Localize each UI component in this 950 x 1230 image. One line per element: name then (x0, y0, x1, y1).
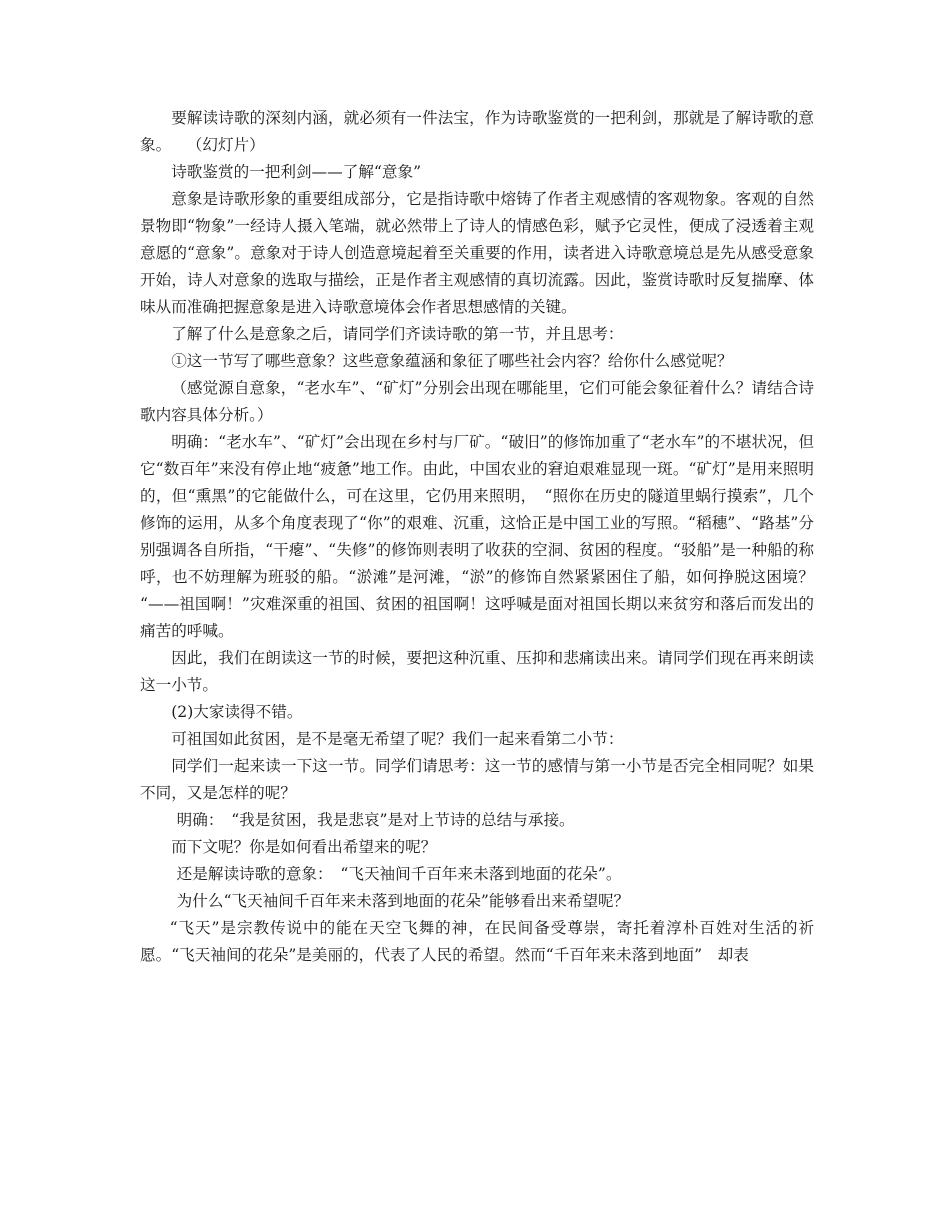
paragraph-image-flying-apsara: 还是解读诗歌的意象： “飞天袖间千百年来未落到地面的花朵”。 (176, 865, 622, 883)
paragraph-answer-1: 明确：“老水车”、“矿灯”会出现在乡村与厂矿。“破旧”的修饰加重了“老水车”的不堪状况，但它“数百年”来没有停止地“疲惫”地工作。由此，中国农业的窘迫艰难显现一斑。“矿灯”是用来照明的，但“熏黑”的它能做什么，可在这里，它仍用来照明， “照你在历史的隧道里蜗行摸索”，几个修饰的运用，从多个角度表现了“你”的艰难、沉重，这恰正是中国工业的写照。“稻穗”、“路基”分别强调各自所指，“干瘪”、“失修”的修饰则表明了收获的空洞、贫困的程度。“驳船”是一种船的称呼，也不妨理解为班驳的船。“淤滩”是河滩，“淤”的修饰自然紧紧困住了船，如何挣脱这困境？ “——祖国啊！”灾难深重的祖国、贫困的祖国啊！这呼喊是面对祖国长期以来贫穷和落后而发出的痛苦的呼喊。 (140, 433, 830, 640)
paragraph-reading-guidance: 因此，我们在朗读这一节的时候，要把这种沉重、压抑和悲痛读出来。请同学们现在再来朗读这一小节。 (140, 649, 814, 694)
paragraph-read-second-section: 同学们一起来读一下这一节。同学们请思考：这一节的感情与第一小节是否完全相同呢？如果不同，又是怎样的呢？ (140, 757, 814, 802)
paragraph-flying-apsara-explanation: “飞天”是宗教传说中的能在天空飞舞的神，在民间备受尊崇，寄托着淳朴百姓对生活的祈愿。“飞天袖间的花朵”是美丽的，代表了人民的希望。然而“千百年来未落到地面” 却表 (140, 919, 814, 964)
document-body (140, 105, 830, 969)
paragraph-question-1: ①这一节写了哪些意象？这些意象蕴涵和象征了哪些社会内容？给你什么感觉呢？ (171, 352, 733, 370)
paragraph-intro: 要解读诗歌的深刻内涵，就必须有一件法宝，作为诗歌鉴赏的一把利剑，那就是了解诗歌的意象。 （幻灯片） (140, 109, 814, 154)
paragraph-answer-2: 明确： “我是贫困，我是悲哀”是对上节诗的总结与承接。 (176, 811, 575, 829)
paragraph-hint: （感觉源自意象，“老水车”、“矿灯”分别会出现在哪能里，它们可能会象征着什么？请结合诗歌内容具体分析。） (140, 379, 814, 424)
paragraph-praise: (2)大家读得不错。 (171, 703, 303, 721)
paragraph-heading: 诗歌鉴赏的一把利剑——了解“意象” (171, 163, 422, 181)
paragraph-why-hope: 为什么“飞天袖间千百年来未落到地面的花朵”能够看出来希望呢？ (176, 892, 630, 910)
paragraph-transition: 可祖国如此贫困，是不是毫无希望了呢？我们一起来看第二小节： (171, 730, 624, 748)
paragraph-read-first-section: 了解了什么是意象之后，请同学们齐读诗歌的第一节，并且思考： (171, 325, 624, 343)
paragraph-question-2: 而下文呢？你是如何看出希望来的呢？ (171, 838, 437, 856)
paragraph-image-definition: 意象是诗歌形象的重要组成部分，它是指诗歌中熔铸了作者主观感情的客观物象。客观的自然景物即“物象”一经诗人摄入笔端，就必然带上了诗人的情感色彩，赋予它灵性，便成了浸透着主观意愿的“意象”。意象对于诗人创造意境起着至关重要的作用，读者进入诗歌意境总是先从感受意象开始，诗人对意象的选取与描绘，正是作者主观感情的真切流露。因此，鉴赏诗歌时反复揣摩、体味从而准确把握意象是进入诗歌意境体会作者思想感情的关键。 (140, 190, 814, 316)
